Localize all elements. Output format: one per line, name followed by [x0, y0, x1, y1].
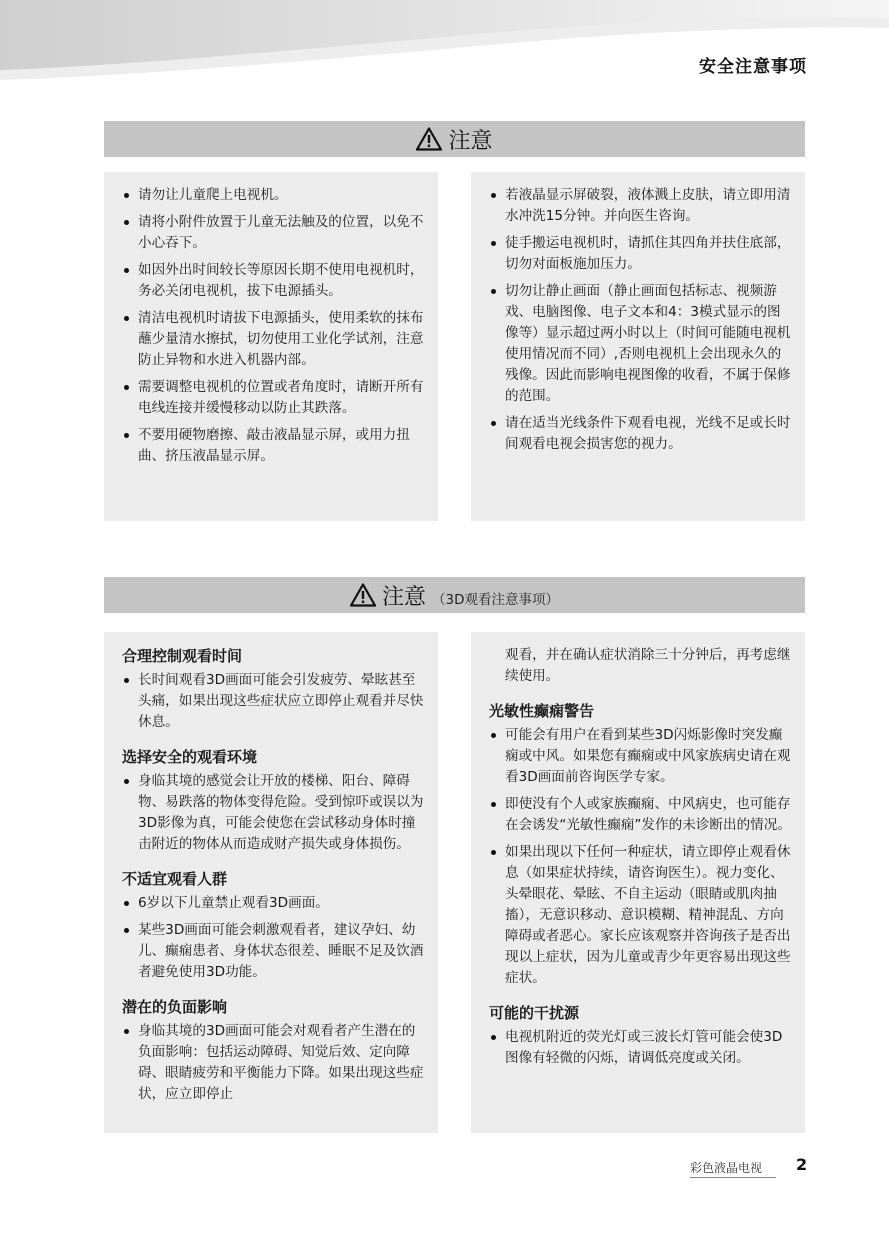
subheading-viewing-time: 合理控制观看时间 — [122, 647, 243, 665]
page-number: 2 — [796, 1155, 808, 1174]
3d-panel-right — [471, 632, 805, 1133]
list-item: 若液晶显示屏破裂，液体溅上皮肤，请立即用清水冲洗15分钟。并向医生咨询。 — [489, 185, 791, 227]
list-item: 请在适当光线条件下观看电视，光线不足或长时间观看电视会损害您的视力。 — [489, 413, 791, 455]
list-item: 身临其境的感觉会让开放的楼梯、阳台、障碍物、易跌落的物体变得危险。受到惊吓或误以为3D影像为真，可能会使您在尝试移动身体时撞击附近的物体从而造成财产损失或身体损伤。 — [122, 771, 424, 855]
list-item: 需要调整电视机的位置或者角度时，请断开所有电线连接并缓慢移动以防止其跌落。 — [122, 377, 424, 419]
subheading-safe-environment: 选择安全的观看环境 — [122, 748, 258, 766]
list-item: 切勿让静止画面（静止画面包括标志、视频游戏、电脑图像、电子文本和4：3模式显示的图像等）显示超过两小时以上（时间可能随电视机使用情况而不同）,否则电视机上会出现永久的残像。因此而影响电视图像的收看，不属于保修的范围。 — [489, 281, 791, 407]
list-item: 如果出现以下任何一种症状，请立即停止观看休息（如果症状持续，请咨询医生）。视力变化、头晕眼花、晕眩、不自主运动（眼睛或肌肉抽搐），无意识移动、意识模糊、精神混乱、方向障碍或者恶心。家长应该观察并咨询孩子是否出现以上症状，因为儿童或青少年更容易出现这些症状。 — [489, 842, 791, 989]
continued-text: 观看，并在确认症状消除三十分钟后，再考虑继续使用。 — [505, 647, 791, 684]
list-item: 长时间观看3D画面可能会引发疲劳、晕眩甚至头痛，如果出现这些症状应立即停止观看并尽快休息。 — [122, 670, 424, 733]
list-item: 即使没有个人或家族癫痫、中风病史，也可能存在会诱发“光敏性癫痫”发作的未诊断出的情况。 — [489, 794, 791, 836]
subheading-interference: 可能的干扰源 — [489, 1004, 580, 1022]
caution-panel-left — [104, 172, 438, 521]
list-item: 请勿让儿童爬上电视机。 — [122, 185, 424, 206]
list-item: 某些3D画面可能会刺激观看者，建议孕妇、幼儿、癫痫患者、身体状态很差、睡眠不足及饮酒者避免使用3D功能。 — [122, 920, 424, 983]
footer-underline — [690, 1177, 776, 1178]
list-item: 6岁以下儿童禁止观看3D画面。 — [122, 893, 424, 914]
warning-icon — [416, 127, 442, 151]
section-bar-caution — [104, 121, 805, 157]
list-item: 徒手搬运电视机时，请抓住其四角并扶住底部，切勿对面板施加压力。 — [489, 233, 791, 275]
list-item: 不要用硬物磨擦、敲击液晶显示屏，或用力扭曲、挤压液晶显示屏。 — [122, 425, 424, 467]
caution-panel-right — [471, 172, 805, 521]
footer-product-name: 彩色液晶电视 — [690, 1161, 763, 1175]
list-item: 可能会有用户在看到某些3D闪烁影像时突发癫痫或中风。如果您有癫痫或中风家族病史请在观看3D画面前咨询医学专家。 — [489, 725, 791, 788]
subheading-unsuitable-viewers: 不适宜观看人群 — [122, 870, 228, 888]
list-item: 电视机附近的荧光灯或三波长灯管可能会使3D图像有轻微的闪烁，请调低亮度或关闭。 — [489, 1027, 791, 1069]
page-title: 安全注意事项 — [699, 57, 807, 77]
warning-icon — [350, 583, 376, 607]
subheading-negative-effects: 潜在的负面影响 — [122, 998, 228, 1016]
section-title: 注意 — [382, 584, 427, 610]
section-subtitle: （3D观看注意事项） — [432, 591, 559, 608]
list-item: 身临其境的3D画面可能会对观看者产生潜在的负面影响：包括运动障碍、知觉后效、定向障碍、眼睛疲劳和平衡能力下降。如果出现这些症状，应立即停止 — [122, 1021, 424, 1105]
list-item: 请将小附件放置于儿童无法触及的位置，以免不小心吞下。 — [122, 212, 424, 254]
section-title: 注意 — [448, 128, 493, 154]
subheading-photosensitive-epilepsy: 光敏性癫痫警告 — [489, 702, 595, 720]
list-item: 如因外出时间较长等原因长期不使用电视机时，务必关闭电视机，拔下电源插头。 — [122, 260, 424, 302]
3d-panel-left — [104, 632, 438, 1133]
section-bar-3d-caution — [104, 577, 805, 613]
list-item: 清洁电视机时请拔下电源插头，使用柔软的抹布蘸少量清水擦拭，切勿使用工业化学试剂，注意防止异物和水进入机器内部。 — [122, 308, 424, 371]
